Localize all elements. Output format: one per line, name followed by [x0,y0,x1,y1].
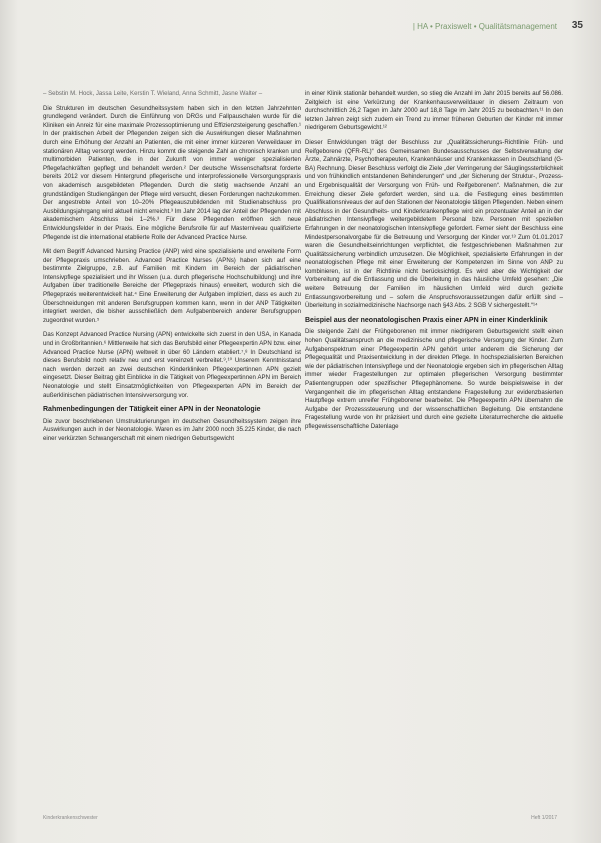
footer-issue: Heft 1/2017 [531,815,557,821]
paragraph: Die Strukturen im deutschen Gesundheitssystem haben sich in den letzten Jahrzehnten grundlegend verändert. Durch die Einführung von DRGs und Fallpauschalen wurde für die Kliniken ein Anreiz für eine maximale Prozessoptimierung und Effizienzsteigerung geschaffen.¹ In der praktischen Arbeit der Pflegenden zeigen sich die Auswirkungen dieser Maßnahmen durch eine Erhöhung der Anzahl an Patienten, die mit einer immer kürzeren Verweildauer im stationären Alltag versorgt werden. Hinzu kommt die steigende Zahl an chronisch kranken und multimorbiden Patienten, die in der Zukunft von immer weniger spezialisierten Pflegefachkräften gepflegt und behandelt werden.² Der deutsche Wissenschaftsrat forderte bereits 2012 vor diesem Hintergrund pflegerische und interprofessionelle Versorgungspraxis von akademisch ausgebildeten Pflegenden. Durch die stetig wachsende Anzahl an grundständigen Studiengängen der Pflege wird versucht, diesen Forderungen nachzukommen. Der angestrebte Anteil von 10–20% Pflegeauszubildenden mit Studienabschluss pro Ausbildungsjahrgang wird aktuell nicht erreicht.³ Im Jahr 2014 lag der Anteil der Pflegenden mit akademischem Abschluss bei 1–2%.³ Für diese Pflegenden eröffnen sich neue Entwicklungsfelder in der Praxis. Eine mögliche Berufsrolle für auf Masterniveau qualifizierte Pflegende ist die international etablierte Rolle der Advanced Practice Nurse. [43,104,301,241]
footer-journal: Kinderkrankenschwester [43,815,98,821]
author-line: – Sebstin M. Hock, Jassa Leite, Kerstin T. Wieland, Anna Schmitt, Jasne Walter – [43,90,263,97]
paragraph: Das Konzept Advanced Practice Nursing (APN) entwickelte sich zuerst in den USA, in Kanada und in Großbritannien.⁶ Mittlerweile hat sich das Berufsbild einer Pflegeexpertin APN bzw. einer Advanced Practice Nurse (APN) weltweit in über 60 Ländern etabliert.⁷,⁸ In Deutschland ist dieses Berufsbild noch relativ neu und erst vereinzelt verbreitet.⁹,¹⁰ Unserem Kenntnisstand nach werden derzeit an zwei deutschen Kinderkliniken Pflegeexpertinnen APN gezielt eingesetzt. Dieser Beitrag gibt Einblicke in die Tätigkeit von Pflegeexpertinnen APN im Bereich Neonatologie und stellt Einsatzmöglichkeiten von Pflegeexperten APN im Bereich der außerklinischen pädiatrischen Intensivversorgung vor. [43,331,301,399]
paragraph: in einer Klinik stationär behandelt wurden, so stieg die Anzahl im Jahr 2015 bereits auf 56.086. Zeitgleich ist eine Verkürzung der Krankenhausverweildauer in diesem Zeitraum von durchschnittlich 26,2 Tagen im Jahr 2000 auf 18,8 Tage im Jahr 2015 zu beobachten.¹¹ In den letzten Jahren zeigt sich zudem ein Trend zu immer früheren Geburten der Kinder mit immer niedrigerem Geburtsgewicht.¹² [305,90,563,132]
right-column [305,90,563,437]
paragraph: Dieser Entwicklungen trägt der Beschluss zur „Qualitätssicherungs-Richtlinie Früh- und Reifgeborene (QFR-RL)“ des Gemeinsamen Bundesausschusses der Selbstverwaltung der Ärzte, Zahnärzte, Psychotherapeuten, Krankenhäuser und Krankenkassen in Deutschland (G-BA) Rechnung. Dieser Beschluss verfolgt die Ziele „der Verringerung der Säuglingssterblichkeit und von frühkindlich entstandenen Behinderungen“ und „der Sicherung der Struktur-, Prozess- und Ergebnisqualität der Versorgung von Früh- und Reifgeborenen“. Maßnahmen, die zur Erreichung dieser Ziele gefordert werden, sind u.a. die Festlegung eines bestimmten Qualifikationsniveaus der auf den Stationen der Neonatologie tätigen Pflegenden. Neben einem Abschluss in der Gesundheits- und Kinderkrankenpflege wird ein prozentualer Anteil an in der pädiatrischen Intensivpflege weitergebildetem Personal bzw. Personen mit speziellen Erfahrungen in der neonatologischen Intensivpflege gefordert. Ferner sieht der Beschluss eine Mindestpersonalvorgabe für die Betreuung und Versorgung der Kinder vor.¹³ Zum 01.01.2017 waren die Gesundheitseinrichtungen verpflichtet, die festgeschriebenen Maßnahmen zur Qualitätssicherung verbindlich umzusetzen. Die Möglichkeit, spezialisierte Erfahrungen in der neonatologischen Pflege mit einer Erweiterung der Kompetenzen im Sinne von ANP zu kombinieren, ist in der Richtlinie nicht berücksichtigt. Es wird aber die Wichtigkeit der Vorbereitung auf die Entlassung und die Überleitung in das häusliche Umfeld gesehen: „Die weitere Betreuung der Familien im häuslichen Umfeld wird durch gezielte Entlassungsvorbereitung und – sofern die Anspruchsvoraussetzungen dafür erfüllt sind – Überleitung in sozialmedizinische Nachsorge nach §43 Abs. 2 SGB V sichergestellt.“¹⁴ [305,138,563,310]
paragraph: Die zuvor beschriebenen Umstrukturierungen im deutschen Gesundheitssystem zeigen ihre Auswirkungen auch in der Neonatologie. Waren es im Jahr 2000 noch 35.225 Kinder, die nach einer verkürzten Schwangerschaft mit einem niedrigen Geburtsgewicht [43,417,301,442]
page-number: 35 [571,20,583,31]
paragraph: Mit dem Begriff Advanced Nursing Practice (ANP) wird eine spezialisierte und erweiterte Form der Pflegepraxis umschrieben. Advanced Practice Nurses (APNs) haben sich auf eine bestimmte Zielgruppe, z.B. auf Familien mit Kindern im Bereich der pädiatrischen Intensivpflege spezialisiert und ihr Wissen (u.a. durch pflegerische Hochschulbildung) und ihre Aufgaben über traditionelle Bereiche der Pflegepraxis hinaus) erweitert, wodurch sich die Pflegepraxis weiterentwickelt hat.⁴ Eine Erweiterung der Aufgaben impliziert, dass es auch zu Überschneidungen mit anderen Berufsgruppen kommen kann, wenn in der ANP Tätigkeiten integriert werden, die bisher ausschließlich dem Aufgabenbereich anderer Berufsgruppen zugeordnet wurden.⁵ [43,248,301,324]
paragraph: Die steigende Zahl der Frühgeborenen mit immer niedrigerem Geburtsgewicht stellt einen hohen Qualitätsanspruch an die medizinische und pflegerische Versorgung der Kinder. Zum Aufgabenspektrum einer Pflegeexpertin APN gehört unter anderem die Sicherung der Pflegequalität und Praxisentwicklung in der direkten Pflege. In hochspezialisierten Bereichen wie der pädiatrischen Intensivpflege und der Neonatologie ergeben sich im pflegerischen Alltag immer wieder Fragestellungen zur optimalen pflegerischen Versorgung bestimmter Patientengruppen oder spezifischer Pflegephänomene. So wurde beispielsweise in der Vergangenheit die im pflegerischen Alltag entstandene Fragestellung zur evidenzbasierten Hautpflege extrem unreifer Frühgeborener bearbeitet. Die Pflegeexpertin APN übernahm die Aufgabe der Prozesssteuerung und der wissenschaftlichen Begleitung. Die entstandene Fragestellung wurde von ihr präzisiert und durch eine gezielte Literaturrecherche die aktuelle pflegewissenschaftliche Datenlage [305,328,563,430]
section-heading: Beispiel aus der neonatologischen Praxis einer APN in einer Kinderklinik [305,316,548,324]
section-header: | HA • Praxiswelt • Qualitätsmanagement [412,22,557,31]
section-heading: Rahmenbedingungen der Tätigkeit einer APN in der Neonatologie [43,406,261,414]
left-column [43,90,301,449]
